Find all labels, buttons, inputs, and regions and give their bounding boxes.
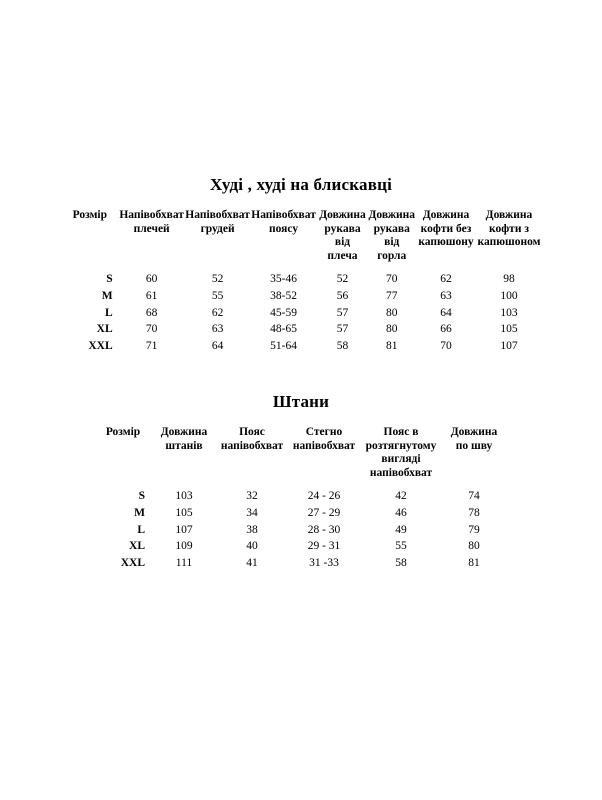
cell-value: 58 <box>336 339 349 352</box>
table-row <box>95 538 507 555</box>
cell-value: 31 -33 <box>309 556 339 569</box>
cell-value: 61 <box>145 289 158 302</box>
pants-table-header <box>95 426 507 482</box>
header-cell-shoulders: Напівобхват плечей <box>119 209 184 235</box>
cell-value: 40 <box>246 540 258 553</box>
header-cell-pants-length: Довжина штанів <box>160 426 208 452</box>
pants-size-table <box>95 426 507 572</box>
cell-value: 107 <box>500 339 518 352</box>
cell-value: 38-52 <box>270 289 297 302</box>
header-cell-size: Розмір <box>105 426 141 438</box>
hoodie-section <box>0 175 602 355</box>
cell-value: 58 <box>395 556 407 569</box>
cell-size: M <box>101 289 113 302</box>
cell-value: 103 <box>500 306 518 319</box>
cell-size: XL <box>129 540 145 553</box>
cell-value: 100 <box>500 289 518 302</box>
cell-size: M <box>134 506 145 519</box>
cell-value: 105 <box>500 323 518 336</box>
cell-value: 81 <box>386 339 398 352</box>
header-cell-waist: Напівобхват поясу <box>251 209 316 235</box>
table-row <box>61 288 541 305</box>
cell-value: 57 <box>336 306 349 319</box>
cell-value: 49 <box>395 523 407 536</box>
header-cell-sleeve-from-shoulder: Довжина рукава від плеча <box>319 209 366 262</box>
hoodie-size-table <box>61 209 541 355</box>
cell-value: 79 <box>468 523 480 536</box>
cell-size: S <box>138 490 145 503</box>
cell-value: 28 - 30 <box>307 523 341 536</box>
cell-value: 60 <box>145 273 158 286</box>
cell-value: 109 <box>175 540 193 553</box>
header-cell-inseam: Довжина по шву <box>450 426 498 452</box>
cell-value: 105 <box>175 506 193 519</box>
cell-size: S <box>106 273 113 286</box>
table-row <box>61 271 541 288</box>
cell-value: 38 <box>246 523 258 536</box>
pants-table-body <box>95 482 507 571</box>
cell-value: 29 - 31 <box>307 540 341 553</box>
table-row <box>61 305 541 322</box>
cell-value: 64 <box>440 306 452 319</box>
cell-value: 45-59 <box>270 306 297 319</box>
hoodie-title: Худі , худі на блискавці <box>209 175 393 194</box>
cell-size: L <box>104 306 113 319</box>
header-cell-chest: Напівобхват грудей <box>185 209 250 235</box>
cell-value: 78 <box>468 506 480 519</box>
cell-value: 57 <box>336 323 349 336</box>
cell-value: 42 <box>395 490 407 503</box>
cell-value: 32 <box>246 490 258 503</box>
cell-size: XXL <box>120 556 145 569</box>
table-row <box>95 555 507 572</box>
cell-value: 56 <box>336 289 349 302</box>
cell-value: 77 <box>386 289 398 302</box>
cell-value: 111 <box>175 556 193 569</box>
table-row <box>95 522 507 539</box>
cell-value: 81 <box>468 556 480 569</box>
table-row <box>95 488 507 505</box>
cell-size: XL <box>96 323 113 336</box>
header-row <box>61 209 541 265</box>
cell-value: 52 <box>211 273 224 286</box>
cell-value: 107 <box>175 523 193 536</box>
table-row <box>95 505 507 522</box>
header-cell-hip: Стегно напівобхват <box>292 426 356 452</box>
cell-value: 70 <box>145 323 158 336</box>
cell-value: 63 <box>440 289 452 302</box>
pants-section <box>0 392 602 572</box>
header-cell-length-with-hood: Довжина кофти з капюшоном <box>477 209 541 249</box>
header-cell-waist: Пояс напівобхват <box>220 426 284 452</box>
header-cell-size: Розмір <box>72 209 107 221</box>
header-cell-sleeve-from-neck: Довжина рукава від горла <box>368 209 416 262</box>
cell-value: 98 <box>503 273 515 286</box>
cell-value: 62 <box>440 273 452 286</box>
header-row <box>95 426 507 482</box>
pants-title: Штани <box>272 392 330 411</box>
cell-value: 64 <box>211 339 224 352</box>
cell-size: L <box>137 523 145 536</box>
cell-value: 74 <box>468 490 480 503</box>
cell-value: 80 <box>386 323 398 336</box>
cell-value: 35-46 <box>270 273 297 286</box>
cell-value: 66 <box>440 323 452 336</box>
cell-value: 51-64 <box>270 339 297 352</box>
cell-value: 70 <box>386 273 398 286</box>
cell-value: 62 <box>211 306 224 319</box>
header-cell-waist-stretched: Пояс в розтягнутому вигляді напівобхват <box>365 426 437 479</box>
hoodie-table-body <box>61 265 541 354</box>
table-row <box>61 321 541 338</box>
cell-value: 80 <box>468 540 480 553</box>
cell-value: 71 <box>145 339 158 352</box>
cell-value: 80 <box>386 306 398 319</box>
cell-size: XXL <box>88 339 113 352</box>
hoodie-table-header <box>61 209 541 265</box>
cell-value: 103 <box>175 490 193 503</box>
cell-value: 52 <box>336 273 349 286</box>
cell-value: 68 <box>145 306 158 319</box>
header-cell-length-no-hood: Довжина кофти без капюшону <box>418 209 474 249</box>
cell-value: 34 <box>246 506 258 519</box>
table-row <box>61 338 541 355</box>
cell-value: 46 <box>395 506 407 519</box>
cell-value: 48-65 <box>270 323 297 336</box>
cell-value: 63 <box>211 323 224 336</box>
cell-value: 55 <box>211 289 224 302</box>
cell-value: 41 <box>246 556 258 569</box>
cell-value: 55 <box>395 540 407 553</box>
cell-value: 27 - 29 <box>307 506 341 519</box>
cell-value: 24 - 26 <box>307 490 341 503</box>
cell-value: 70 <box>440 339 452 352</box>
